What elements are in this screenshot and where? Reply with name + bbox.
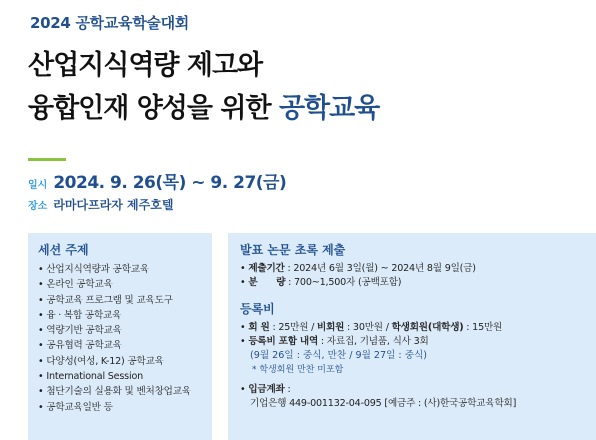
date-row: [28, 168, 286, 193]
accent-rule: [28, 158, 66, 161]
account-colon: :: [284, 384, 291, 395]
list-item: • 공유협력 공학교육: [38, 338, 202, 353]
fee-member-value: : 25만원 /: [269, 322, 317, 333]
session-topics-box: [28, 233, 212, 440]
fee-meals: (9월 26일 : 중식, 만찬 / 9월 27일 : 중식): [250, 350, 427, 361]
submission-fees-box: [228, 233, 596, 440]
fee-note: * 학생회원 만찬 미포함: [252, 365, 344, 375]
page-title: [28, 44, 379, 130]
list-item: • 역량기반 공학교육: [38, 323, 202, 338]
list-item: • 공학교육일반 등: [38, 400, 202, 415]
event-kicker: 2024 공학교육학술대회: [30, 14, 189, 32]
submission-length-value: : 700~1,500자 (공백포함): [285, 277, 402, 288]
fee-member-label: 회 원: [248, 322, 270, 333]
account-label: 입금계좌: [248, 384, 285, 395]
fee-nonmember-label: 비회원: [317, 322, 345, 333]
title-line-2: [28, 87, 379, 130]
fee-student-label: 학생회원(대학생): [391, 322, 464, 333]
fees-heading: 등록비: [240, 302, 275, 316]
fee-nonmember-value: : 30만원 /: [344, 322, 392, 333]
submission-length-label: 분 량: [248, 277, 286, 288]
fee-student-value: : 15만원: [463, 322, 503, 333]
date-value: 2024. 9. 26(목) ~ 9. 27(금): [53, 173, 287, 193]
session-topics-list: [38, 262, 202, 415]
list-item: • 첨단기술의 실용화 및 벤처창업교육: [38, 384, 202, 399]
list-item: • 산업지식역량과 공학교육: [38, 262, 202, 277]
account-value: 기업은행 449-001132-04-095 [예금주 : (사)한국공학교육학회]: [250, 398, 517, 409]
date-tag: 일시: [28, 180, 48, 191]
submission-period: • 제출기간 : 2024년 6월 3일(월) ~ 2024년 8월 9일(금): [240, 263, 476, 274]
venue-row: [28, 196, 173, 213]
submission-heading: 발표 논문 초록 제출: [240, 243, 346, 257]
list-item: • 융 · 복합 공학교육: [38, 308, 202, 323]
list-item: • 공학교육 프로그램 및 교육도구: [38, 293, 202, 308]
account-line: • 입금계좌 :: [240, 384, 291, 395]
fee-includes-value: : 자료집, 기념품, 식사 3회: [318, 336, 429, 347]
submission-period-label: 제출기간: [248, 263, 285, 274]
venue-value: 라마다프라자 제주호텔: [53, 198, 174, 212]
title-accent: 공학교육: [278, 93, 380, 124]
list-item: • International Session: [38, 369, 202, 384]
session-topics-heading: 세션 주제: [38, 243, 89, 257]
list-item: • 온라인 공학교육: [38, 277, 202, 292]
title-line-1: 산업지식역량 제고와: [28, 50, 263, 81]
submission-period-value: : 2024년 6월 3일(월) ~ 2024년 8월 9일(금): [284, 263, 476, 274]
fee-rates: • 회 원 : 25만원 / 비회원 : 30만원 / 학생회원(대학생) : 15만원: [240, 322, 503, 333]
fee-includes: • 등록비 포함 내역 : 자료집, 기념품, 식사 3회: [240, 336, 429, 347]
submission-length: • 분 량 : 700~1,500자 (공백포함): [240, 277, 402, 288]
title-line-2-plain: 융합인재 양성을 위한: [28, 93, 279, 124]
list-item: • 다양성(여성, K-12) 공학교육: [38, 354, 202, 369]
venue-tag: 장소: [28, 201, 48, 212]
fee-includes-label: 등록비 포함 내역: [248, 336, 319, 347]
